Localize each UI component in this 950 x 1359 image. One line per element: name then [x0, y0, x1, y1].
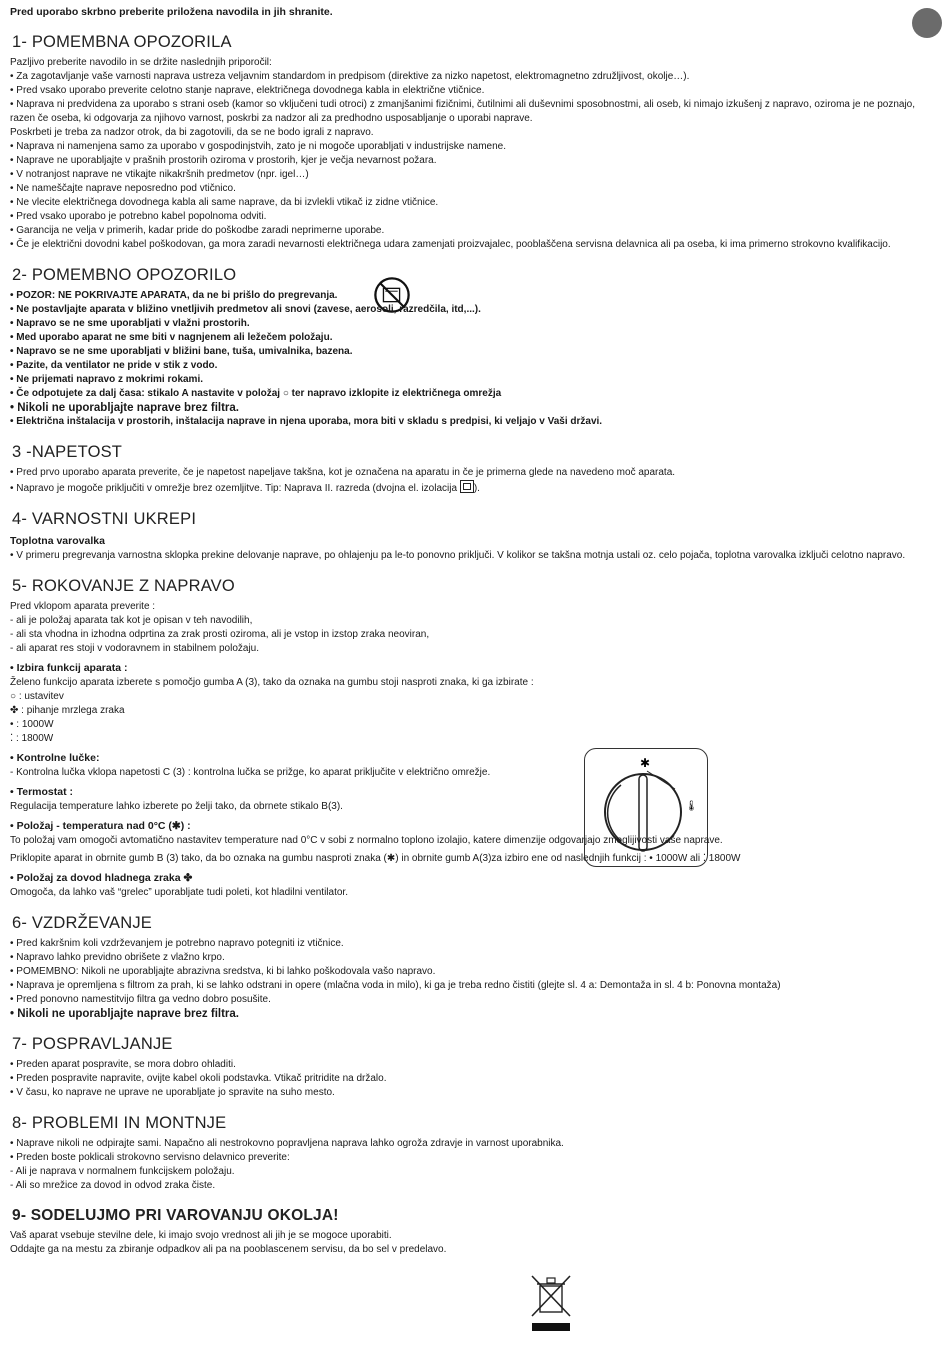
lamps-title: • Kontrolne lučke: — [10, 752, 100, 764]
thermostat-title: • Termostat : — [10, 786, 73, 798]
section-7-list — [10, 1058, 940, 1100]
list-item: - ali je položaj aparata tak kot je opisan v teh navodilih, — [10, 614, 940, 628]
section-8 — [10, 1114, 940, 1193]
thermostat-title-text: Termostat : — [16, 786, 73, 798]
frost-title: • Položaj - temperatura nad 0°C (✱) : — [10, 820, 191, 832]
svg-text:🌡: 🌡 — [685, 801, 698, 812]
section-4-subtitle: Toplotna varovalka — [10, 535, 105, 547]
lamps-text: - Kontrolna lučka vklopa napetosti C (3) : kontrolna lučka se prižge, ko aparat priključite v električno omrežje. — [10, 767, 491, 778]
section-8-list — [10, 1137, 940, 1165]
list-item: • POMEMBNO: Nikoli ne uporabljajte abrazivna sredstva, ki bi lahko poškodovala vašo napravo. — [10, 965, 940, 979]
section-1-list-2 — [10, 140, 940, 252]
list-item-text: Napravo je mogoče priključiti v omrežje brez ozemljitve. Tip: Naprava II. razreda (dvojna el. izolacija — [16, 483, 458, 494]
section-1-note: Poskrbeti je treba za nadzor otrok, da bi zagotovili, da se ne bodo igrali z napravo. — [10, 127, 374, 138]
function-select-text: Želeno funkcijo aparata izberete s pomočjo gumba A (3), tako da oznaka na gumbu stoji nasproti znaka, ki ga izbirate : — [10, 677, 534, 688]
function-item: ⁚ : 1800W — [10, 733, 54, 744]
list-item: • Ne postavljajte aparata v bližino vnetljivih predmetov ali snovi (zavese, aerosoli, razredčila, itd,...). — [10, 303, 940, 317]
section-8-title: 8- PROBLEMI IN MONTNJE — [12, 1114, 227, 1132]
thermostat-text: Regulacija temperature lahko izberete po želji tako, da obrnete stikalo B(3). — [10, 801, 343, 812]
section-4 — [10, 510, 940, 563]
list-item-tail: ). — [473, 483, 480, 494]
list-item: • Ne prijemati napravo z mokrimi rokami. — [10, 373, 940, 387]
section-2-title: 2- POMEMBNO OPOZORILO — [12, 266, 237, 284]
list-item: • Pred ponovno namestitvijo filtra ga vedno dobro posušite. — [10, 993, 940, 1007]
section-9 — [10, 1207, 940, 1257]
function-select-title: • Izbira funkcij aparata : — [10, 662, 128, 674]
double-insulation-icon — [460, 480, 474, 493]
section-1-title: 1- POMEMBNA OPOZORILA — [12, 33, 232, 51]
list-item: - ali aparat res stoji v vodoravnem in stabilnem položaju. — [10, 642, 940, 656]
frost-title-text: Položaj - temperatura nad 0°C (✱) : — [16, 820, 191, 832]
list-item: • Napravo se ne sme uporabljati v vlažni prostorih. — [10, 317, 940, 331]
list-item: • Če odpotujete za dalj časa: stikalo A nastavite v položaj ○ ter napravo izklopite iz električnega omrežja — [10, 387, 940, 401]
list-item: - ali sta vhodna in izhodna odprtina za zrak prosti oziroma, ali je vstop in izstop zraka neoviran, — [10, 628, 940, 642]
function-item: ✤ : pihanje mrzlega zraka — [10, 705, 125, 716]
weee-crossed-bin-icon — [528, 1272, 574, 1332]
list-item: • V primeru pregrevanja varnostna sklopka prekine delovanje naprave, po ohlajenju pa le-to ponovno priključi. V kolikor se takšna motnja ustali oz. celo pojača, toplotna varovalka izključi celotno napravo. — [10, 549, 940, 563]
section-1 — [10, 33, 940, 252]
list-item: • Preden boste poklicali strokovno servisno delavnico preverite: — [10, 1151, 940, 1165]
list-item: • Garancija ne velja v primerih, kadar pride do poškodbe zaradi neprimerne uporabe. — [10, 224, 940, 238]
list-item: • Naprava je opremljena s filtrom za prah, ki se lahko odstrani in opere (mlačna voda in milo), ki ga je treba redno čistiti (glejte sl. 4 a: Demontaža in sl. 4 b: Ponovna montaža) — [10, 979, 940, 993]
list-item: • Napravo lahko previdno obrišete z vlažno krpo. — [10, 951, 940, 965]
section-9-line: Oddajte ga na mestu za zbiranje odpadkov ali pa na pooblascenem servisu, da bo sel v predelavo. — [10, 1244, 447, 1255]
section-8-checks — [10, 1165, 940, 1193]
list-item: - Ali je naprava v normalnem funkcijskem položaju. — [10, 1165, 940, 1179]
list-item: • Napravo se ne sme uporabljati v bližini bane, tuša, umivalnika, bazena. — [10, 345, 940, 359]
intro-text: Pred uporabo skrbno preberite priložena navodila in jih shranite. — [10, 6, 333, 18]
section-9-line: Vaš aparat vsebuje stevilne dele, ki imajo svojo vrednost ali jih je se mogoce uporabiti. — [10, 1230, 392, 1241]
list-item: • Pazite, da ventilator ne pride v stik z vodo. — [10, 359, 940, 373]
section-7 — [10, 1035, 940, 1100]
section-1-lead: Pazljivo preberite navodilo in se držite naslednjih priporočil: — [10, 57, 272, 68]
list-item: • Ne nameščajte naprave neposredno pod vtičnico. — [10, 182, 940, 196]
section-7-title: 7- POSPRAVLJANJE — [12, 1035, 173, 1053]
section-4-list — [10, 549, 940, 563]
function-list — [10, 690, 940, 746]
list-item: • Naprave nikoli ne odpirajte sami. Napačno ali nestrokovno popravljena naprava lahko ogroža zdravje in varnost uporabnika. — [10, 1137, 940, 1151]
function-item: ○ : ustavitev — [10, 691, 64, 702]
function-select-title-text: Izbira funkcij aparata : — [16, 662, 128, 674]
section-6-title: 6- VZDRŽEVANJE — [12, 914, 153, 932]
function-item: • : 1000W — [10, 719, 54, 730]
section-6 — [10, 914, 940, 1021]
section-9-title: 9- SODELUJMO PRI VAROVANJU OKOLJA! — [12, 1207, 339, 1224]
section-2 — [10, 266, 940, 429]
lamps-title-text: Kontrolne lučke: — [16, 752, 100, 764]
list-item: • Nikoli ne uporabljajte naprave brez filtra. — [10, 401, 940, 415]
section-2-list — [10, 289, 940, 429]
list-item: • Ne vlecite električnega dovodnega kabla ali same naprave, da bi izvlekli vtikač iz zidne vtičnice. — [10, 196, 940, 210]
list-item: • POZOR: NE POKRIVAJTE APARATA, da ne bi prišlo do pregrevanja. — [10, 289, 940, 303]
section-6-list — [10, 937, 940, 1021]
cold-air-text: Omogoča, da lahko vaš “grelec” uporabljate tudi poleti, kot hladilni ventilator. — [10, 887, 348, 898]
list-item: • Preden aparat pospravite, se mora dobro ohladiti. — [10, 1058, 940, 1072]
list-item: - Ali so mrežice za dovod in odvod zraka čiste. — [10, 1179, 940, 1193]
list-item: • Pred vsako uporabo je potrebno kabel popolnoma odviti. — [10, 210, 940, 224]
section-3-list — [10, 466, 940, 496]
svg-text:✱: ✱ — [640, 756, 651, 770]
section-5 — [10, 577, 940, 900]
list-item: • Pred prvo uporabo aparata preverite, če je napetost napeljave takšna, kot je označena na aparatu in če je primerna glede na navedeno moč aparata. — [10, 466, 940, 480]
section-5-lead: Pred vklopom aparata preverite : — [10, 601, 156, 612]
frost-text: To položaj vam omogoči avtomatično nastavitev temperature nad 0°C v sobi z normalno toplono izolajio, katere dimenzije odgovarjajo zmoglijivosti vaše naprave. — [10, 835, 723, 846]
cold-air-title-text: Položaj za dovod hladnega zraka ✤ — [16, 872, 193, 884]
list-item: • Med uporabo aparat ne sme biti v nagnjenem ali ležečem položaju. — [10, 331, 940, 345]
list-item: • Pred kakršnim koli vzdrževanjem je potrebno napravo potegniti iz vtičnice. — [10, 937, 940, 951]
section-5-checks — [10, 614, 940, 656]
list-item: • Pred vsako uporabo preverite celotno stanje naprave, električnega dovodnega kabla in električne vtičnice. — [10, 84, 940, 98]
section-3-title: 3 -NAPETOST — [12, 443, 123, 461]
list-item: • Naprave ne uporabljajte v prašnih prostorih oziroma v prostorih, kjer je večja nevarnost požara. — [10, 154, 940, 168]
list-item: • V času, ko naprave ne uprave ne uporabljate jo spravite na suho mesto. — [10, 1086, 940, 1100]
list-item: • Preden pospravite napravite, ovijte kabel okoli podstavka. Vtikač pritridite na držalo. — [10, 1072, 940, 1086]
list-item: • Naprava ni predvidena za uporabo s strani oseb (kamor so vključeni tudi otroci) z zmanjšanimi fizičnimi, čutilnimi ali duševnimi sposobnostmi, ali oseb, ki nimajo izkušenj z napravo, oziroma je ne poznajo, razen če oseba, ki odgovarja za njihovo varnost, poskrbi za nadzor ali za predhodno usposabljanje o uporabi naprave. — [10, 98, 940, 126]
list-item: • Nikoli ne uporabljajte naprave brez filtra. — [10, 1007, 940, 1021]
cold-air-title: • Položaj za dovod hladnega zraka ✤ — [10, 872, 193, 884]
list-item: • Če je električni dovodni kabel poškodovan, ga mora zaradi nevarnosti električnega udara zamenjati proizvajalec, pooblaščena servisna delavnica ali pa oseba, ki ima primerno strokovno kvalifikacijo. — [10, 238, 940, 252]
frost-text-2: Priklopite aparat in obrnite gumb B (3) tako, da bo oznaka na gumbu nasproti znaka (✱) in obrnite gumb A(3)za izbiro ene od naslednjih funkcij : • 1000W ali ⁚ 1800W — [10, 853, 741, 864]
section-4-title: 4- VARNOSTNI UKREPI — [12, 510, 197, 528]
instruction-page — [10, 6, 940, 1271]
list-item: • Naprava ni namenjena samo za uporabo v gospodinjstvih, zato je ni mogoče uporabljati v industrijske namene. — [10, 140, 940, 154]
section-1-list — [10, 70, 940, 126]
list-item: • Električna inštalacija v prostorih, inštalacija naprave in njena uporaba, mora biti v skladu s predpisi, ki veljajo v Vaši državi. — [10, 415, 940, 429]
section-3 — [10, 443, 940, 496]
list-item — [10, 480, 940, 496]
section-5-title: 5- ROKOVANJE Z NAPRAVO — [12, 577, 235, 595]
list-item: • V notranjost naprave ne vtikajte nikakršnih predmetov (npr. igel…) — [10, 168, 940, 182]
list-item: • Za zagotavljanje vaše varnosti naprava ustreza veljavnim standardom in predpisom (direktive za nizko napetost, elektromagnetno združljivost, okolje…). — [10, 70, 940, 84]
